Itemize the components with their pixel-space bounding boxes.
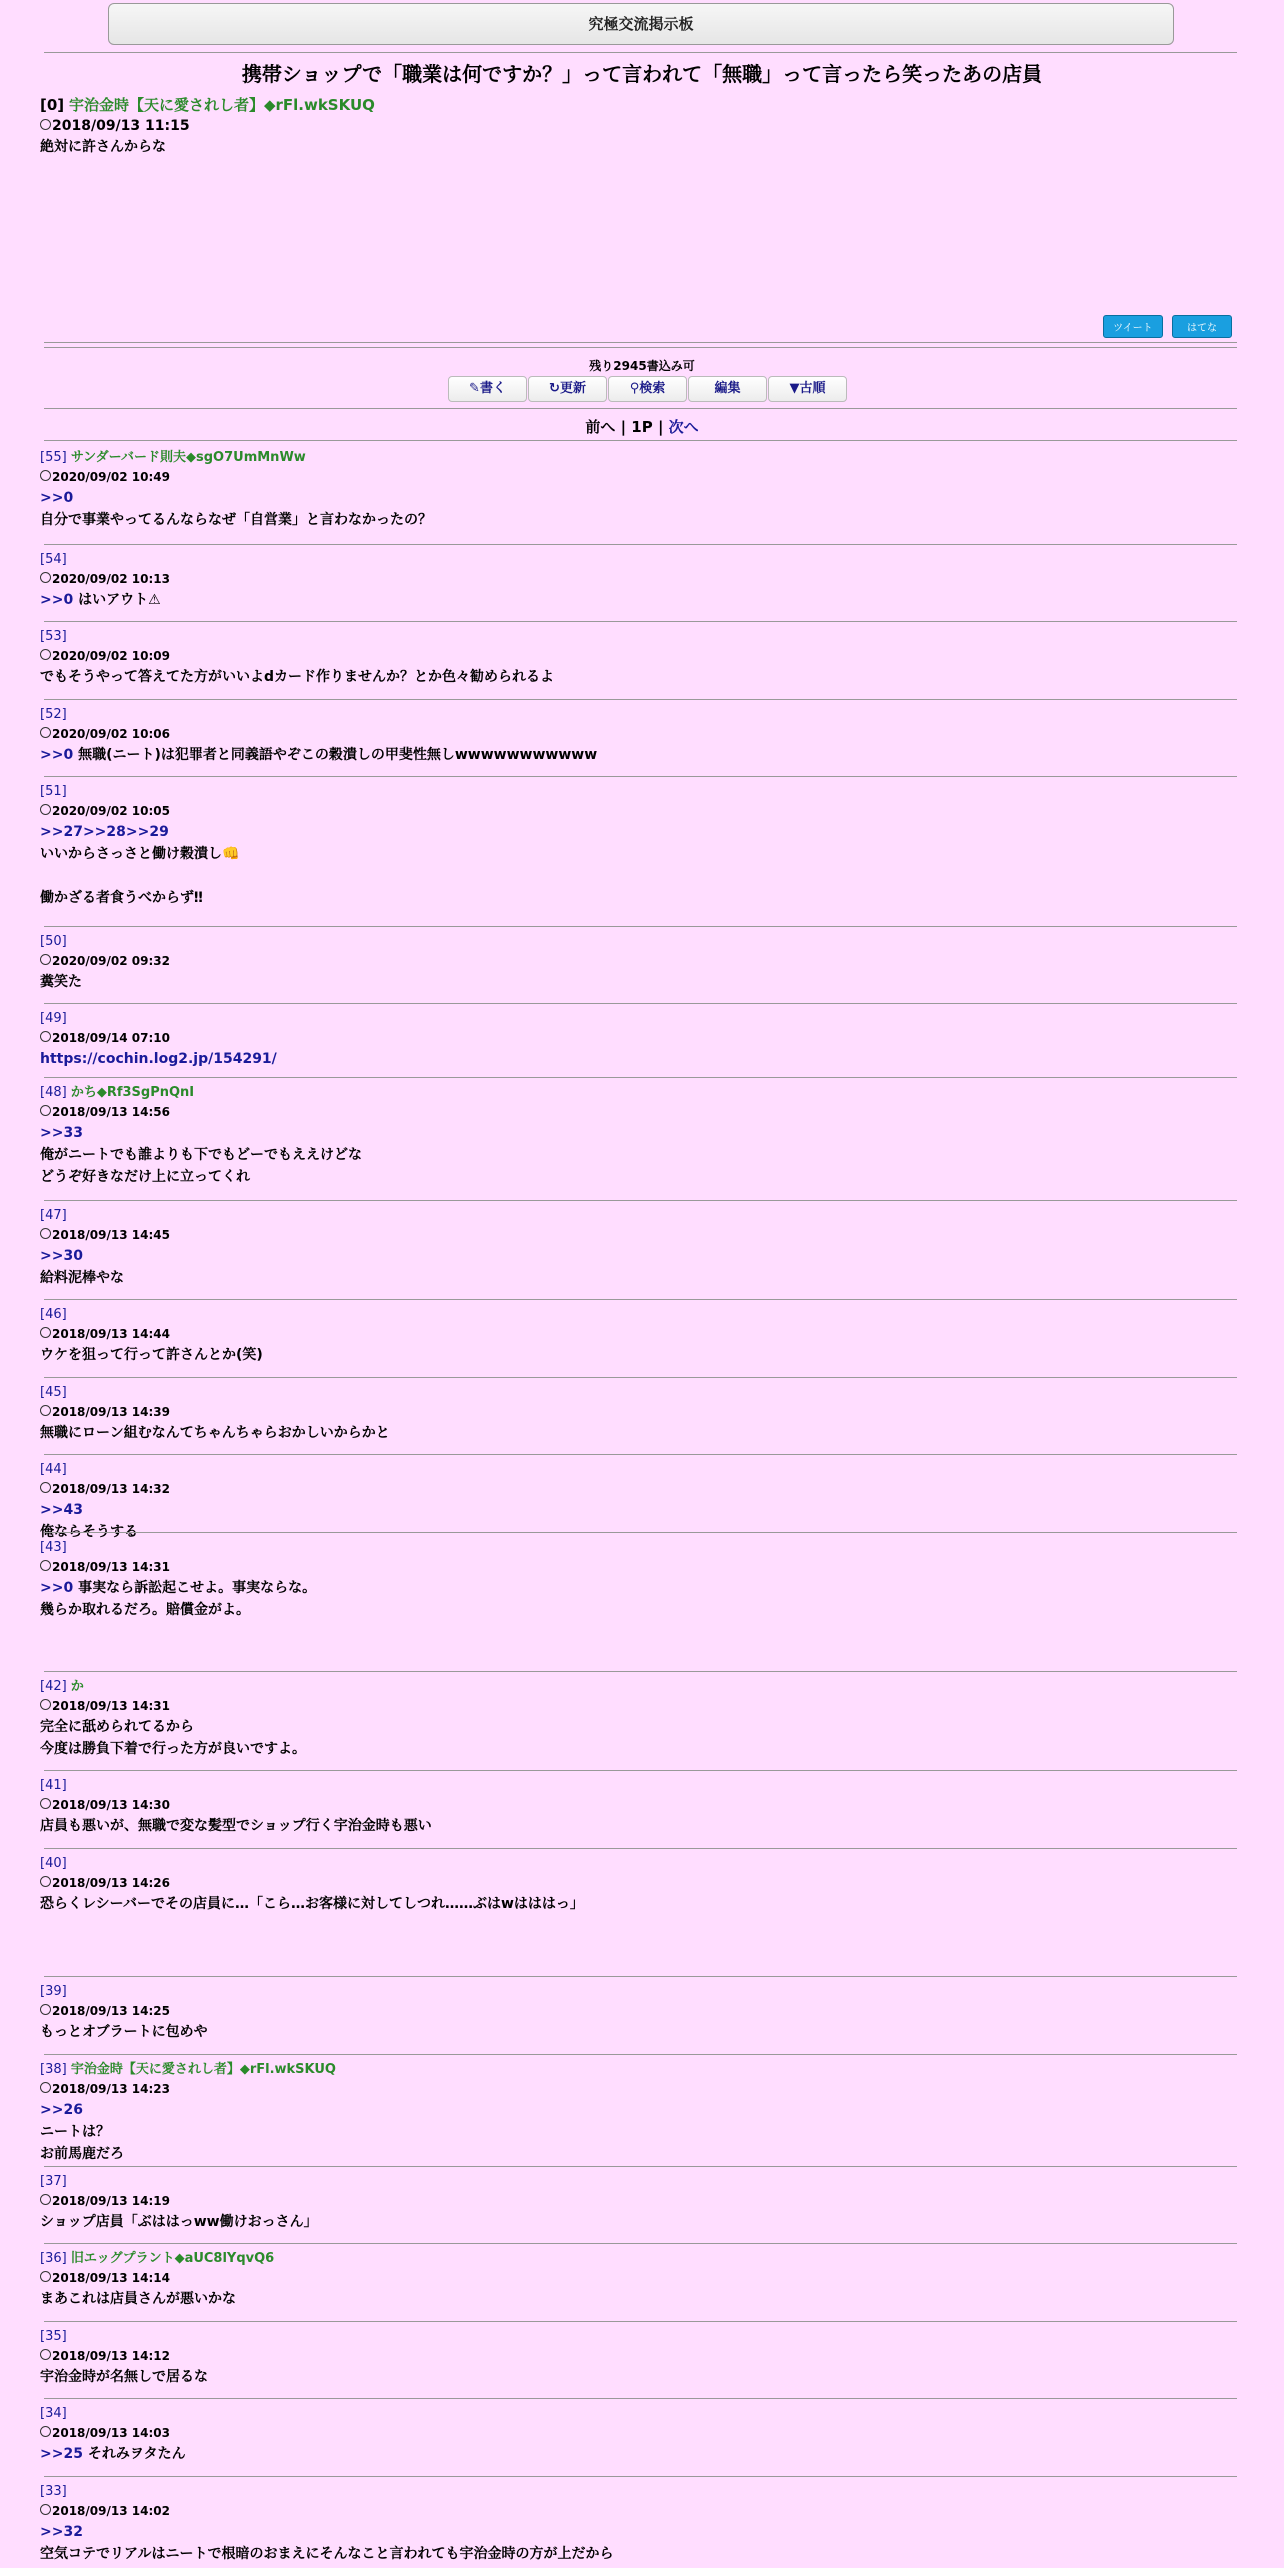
divider xyxy=(44,440,1237,441)
post-date: 2018/09/13 14:02 xyxy=(52,2504,170,2518)
post-date: 2018/09/13 14:19 xyxy=(52,2194,170,2208)
post-line xyxy=(40,1621,1240,1643)
post-header xyxy=(40,2250,1240,2268)
post-number[interactable]: [51] xyxy=(40,784,67,799)
post-date: 2018/09/13 14:12 xyxy=(52,2349,170,2363)
reply-anchor-link[interactable]: >>33 xyxy=(40,1125,83,1141)
post-body xyxy=(40,744,1240,766)
op-post-number: [0] xyxy=(40,96,65,114)
post-text: はいアウト⚠ xyxy=(73,592,161,608)
post-meta xyxy=(40,1225,1240,1245)
divider xyxy=(44,1200,1237,1201)
post-number[interactable]: [42] xyxy=(40,1679,67,1694)
clock-icon xyxy=(40,1699,51,1710)
post-date: 2018/09/13 14:56 xyxy=(52,1105,170,1119)
post xyxy=(40,2250,1240,2310)
post-line xyxy=(40,2443,1240,2465)
post xyxy=(40,1678,1240,1760)
post-meta xyxy=(40,2268,1240,2288)
post-number[interactable]: [39] xyxy=(40,1984,67,1999)
post-line xyxy=(40,1893,1240,1915)
prev-page-link[interactable]: 前へ xyxy=(585,418,616,436)
post-line xyxy=(40,2543,1240,2565)
op-post-body: 絶対に許さんからな xyxy=(40,139,166,155)
post-body xyxy=(40,2443,1240,2465)
divider xyxy=(44,621,1237,622)
sort-oldest-button[interactable]: ▼古順 xyxy=(768,376,847,402)
post-line xyxy=(40,1499,1240,1521)
post-text: でもそうやって答えてた方がいいよdカード作りませんか？とか色々勧められるよ xyxy=(40,669,555,685)
thread-toolbar xyxy=(448,376,848,402)
post-header xyxy=(40,1539,1240,1557)
post-header xyxy=(40,783,1240,801)
reply-anchor-link[interactable]: >>0 xyxy=(40,490,74,506)
post-meta xyxy=(40,1873,1240,1893)
post-text: 幾らか取れるだろ。賠償金がよ。 xyxy=(40,1602,250,1618)
post-header xyxy=(40,449,1240,467)
post-number[interactable]: [38] xyxy=(40,2062,67,2077)
divider xyxy=(44,544,1237,545)
clock-icon xyxy=(40,1798,51,1809)
divider xyxy=(44,408,1237,409)
post-meta xyxy=(40,1324,1240,1344)
post-body xyxy=(40,2021,1240,2043)
post-line xyxy=(40,1245,1240,1267)
divider xyxy=(44,2243,1237,2244)
write-button[interactable]: ✎書く xyxy=(448,376,527,402)
post-date: 2018/09/13 14:45 xyxy=(52,1228,170,1242)
reply-anchor-link[interactable]: >>27>>28>>29 xyxy=(40,824,169,840)
post-text: 宇治金時が名無しで居るな xyxy=(40,2369,208,2385)
post-meta xyxy=(40,1479,1240,1499)
post-body xyxy=(40,1716,1240,1760)
clock-icon xyxy=(40,2271,51,2282)
divider xyxy=(44,2166,1237,2167)
post-date: 2018/09/13 14:14 xyxy=(52,2271,170,2285)
post-number[interactable]: [43] xyxy=(40,1540,67,1555)
post-meta xyxy=(40,2423,1240,2443)
post-date: 2020/09/02 10:13 xyxy=(52,572,170,586)
post-body xyxy=(40,1344,1240,1366)
post-line xyxy=(40,1915,1240,1937)
post xyxy=(40,1207,1240,1289)
clock-icon xyxy=(40,649,51,660)
post-date: 2018/09/13 14:25 xyxy=(52,2004,170,2018)
post-date: 2018/09/13 14:03 xyxy=(52,2426,170,2440)
divider xyxy=(44,699,1237,700)
post-line xyxy=(40,1815,1240,1837)
hatena-button[interactable]: はてな xyxy=(1172,315,1232,338)
clock-icon xyxy=(40,1228,51,1239)
divider xyxy=(44,1770,1237,1771)
post-body xyxy=(40,971,1240,993)
post-number[interactable]: [52] xyxy=(40,707,67,722)
reply-anchor-link[interactable]: >>25 xyxy=(40,2446,83,2462)
post xyxy=(40,1983,1240,2043)
post-header xyxy=(40,1084,1240,1102)
post-date: 2018/09/13 14:31 xyxy=(52,1560,170,1574)
post-number[interactable]: [36] xyxy=(40,2251,67,2266)
post-meta xyxy=(40,646,1240,666)
post xyxy=(40,706,1240,766)
post-number[interactable]: [40] xyxy=(40,1856,67,1871)
post-header xyxy=(40,933,1240,951)
op-post xyxy=(40,94,1240,158)
reply-anchor-link[interactable]: >>0 xyxy=(40,592,74,608)
clock-icon xyxy=(40,727,51,738)
clock-icon xyxy=(40,1105,51,1116)
post-meta xyxy=(40,467,1240,487)
clock-icon xyxy=(40,119,51,130)
post-line xyxy=(40,1344,1240,1366)
post-text: 給料泥棒やな xyxy=(40,1270,124,1286)
post-meta xyxy=(40,1557,1240,1577)
post-meta xyxy=(40,1402,1240,1422)
post xyxy=(40,1777,1240,1837)
post-line xyxy=(40,1267,1240,1289)
clock-icon xyxy=(40,2349,51,2360)
post-text: 無職(ニート)は犯罪者と同義語やぞこの穀潰しの甲斐性無しwwwwwwwwwww xyxy=(73,747,598,763)
post-line xyxy=(40,1144,1240,1166)
post xyxy=(40,2328,1240,2388)
post xyxy=(40,1461,1240,1543)
pagination xyxy=(0,416,1284,437)
clock-icon xyxy=(40,2082,51,2093)
post-meta xyxy=(40,2079,1240,2099)
post-header xyxy=(40,2483,1240,2501)
post-date: 2018/09/13 14:31 xyxy=(52,1699,170,1713)
post xyxy=(40,2173,1240,2233)
post-header xyxy=(40,628,1240,646)
post-line xyxy=(40,2366,1240,2388)
clock-icon xyxy=(40,1327,51,1338)
post-header xyxy=(40,1306,1240,1324)
post-meta xyxy=(40,2001,1240,2021)
clock-icon xyxy=(40,804,51,815)
op-post-author: 宇治金時【天に愛されし者】◆rFl.wkSKUQ xyxy=(68,96,375,114)
divider xyxy=(44,1454,1237,1455)
post-body xyxy=(40,1577,1240,1643)
post xyxy=(40,551,1240,611)
post-number[interactable]: [33] xyxy=(40,2484,67,2499)
post-number[interactable]: [49] xyxy=(40,1011,67,1026)
post-meta xyxy=(40,724,1240,744)
post-line xyxy=(40,821,1240,843)
post-number[interactable]: [53] xyxy=(40,629,67,644)
post-line xyxy=(40,2099,1240,2121)
divider xyxy=(44,1003,1237,1004)
post xyxy=(40,1010,1240,1070)
thread-title: 携帯ショップで「職業は何ですか？」って言われて「無職」って言ったら笑ったあの店員 xyxy=(241,62,1043,86)
post-line xyxy=(40,1422,1240,1444)
post-line xyxy=(40,1599,1240,1621)
post-body xyxy=(40,1499,1240,1543)
divider xyxy=(44,342,1237,343)
post xyxy=(40,1084,1240,1188)
post-header xyxy=(40,1010,1240,1028)
clock-icon xyxy=(40,1482,51,1493)
reply-anchor-link[interactable]: >>0 xyxy=(40,1580,74,1596)
clock-icon xyxy=(40,1031,51,1042)
divider xyxy=(44,1077,1237,1078)
post-text: 空気コテでリアルはニートで根暗のおまえにそんなこと言われても宇治金時の方が上だから xyxy=(40,2546,614,2562)
post-meta xyxy=(40,569,1240,589)
post-body xyxy=(40,2521,1240,2565)
post-text: 糞笑た xyxy=(40,974,82,990)
post-author: サンダーバード則夫◆sgO7UmMnWw xyxy=(70,450,306,465)
reply-anchor-link[interactable]: >>30 xyxy=(40,1248,83,1264)
post-header xyxy=(40,1678,1240,1696)
post-header xyxy=(40,1777,1240,1795)
post-body xyxy=(40,487,1240,531)
divider xyxy=(44,2054,1237,2055)
post-author: か xyxy=(70,1679,84,1694)
post-date: 2018/09/13 14:26 xyxy=(52,1876,170,1890)
post-header xyxy=(40,1461,1240,1479)
divider xyxy=(44,926,1237,927)
divider xyxy=(44,1976,1237,1977)
post-line xyxy=(40,2121,1240,2143)
post-body xyxy=(40,2366,1240,2388)
tweet-button[interactable]: ツイート xyxy=(1103,315,1163,338)
divider xyxy=(44,1848,1237,1849)
post-date: 2020/09/02 10:06 xyxy=(52,727,170,741)
divider xyxy=(44,1299,1237,1300)
current-page: 1P xyxy=(631,418,653,436)
post-text: いいからさっさと働け穀潰し👊 xyxy=(40,846,240,862)
post-date: 2020/09/02 09:32 xyxy=(52,954,170,968)
post-text: 俺がニートでも誰よりも下でもどーでもええけどな xyxy=(40,1147,362,1163)
post-text: それみヲタたん xyxy=(82,2446,186,2462)
post-line xyxy=(40,744,1240,766)
reply-anchor-link[interactable]: >>32 xyxy=(40,2524,83,2540)
divider xyxy=(44,347,1237,348)
divider xyxy=(44,1377,1237,1378)
post-text: 俺ならそうする xyxy=(40,1524,138,1540)
post-line xyxy=(40,666,1240,688)
post-text: ショップ店員「ぶははっww働けおっさん」 xyxy=(40,2214,318,2230)
post xyxy=(40,1384,1240,1444)
post-date: 2018/09/13 14:30 xyxy=(52,1798,170,1812)
clock-icon xyxy=(40,1405,51,1416)
post-text: ニートは？ xyxy=(40,2124,110,2140)
post-line xyxy=(40,1937,1240,1959)
clock-icon xyxy=(40,2004,51,2015)
post-line xyxy=(40,887,1240,909)
clock-icon xyxy=(40,572,51,583)
post-number[interactable]: [41] xyxy=(40,1778,67,1793)
divider xyxy=(44,52,1237,53)
post-text: もっとオブラートに包めや xyxy=(40,2024,208,2040)
reply-anchor-link[interactable]: >>43 xyxy=(40,1502,83,1518)
post-header xyxy=(40,706,1240,724)
share-buttons xyxy=(1099,315,1232,338)
post-line xyxy=(40,2211,1240,2233)
post-line xyxy=(40,2521,1240,2543)
post-header xyxy=(40,1855,1240,1873)
post xyxy=(40,1306,1240,1366)
reply-anchor-link[interactable]: >>26 xyxy=(40,2102,83,2118)
post-meta xyxy=(40,2501,1240,2521)
divider xyxy=(44,2476,1237,2477)
post-body xyxy=(40,1245,1240,1289)
post-line xyxy=(40,487,1240,509)
post-line xyxy=(40,1577,1240,1599)
clock-icon xyxy=(40,2194,51,2205)
post-date: 2020/09/02 10:09 xyxy=(52,649,170,663)
post-line xyxy=(40,1166,1240,1188)
post-header xyxy=(40,551,1240,569)
post-number[interactable]: [35] xyxy=(40,2329,67,2344)
edit-button[interactable]: 編集 xyxy=(688,376,767,402)
post xyxy=(40,1539,1240,1643)
clock-icon xyxy=(40,1560,51,1571)
divider xyxy=(44,1532,1237,1533)
post-line xyxy=(40,2143,1240,2165)
post-line xyxy=(40,1738,1240,1760)
post-number[interactable]: [54] xyxy=(40,552,67,567)
post xyxy=(40,1855,1240,1959)
post-body xyxy=(40,821,1240,909)
post-body xyxy=(40,1893,1240,1959)
search-button[interactable]: ⚲検索 xyxy=(608,376,687,402)
post-date: 2018/09/13 14:39 xyxy=(52,1405,170,1419)
post-header xyxy=(40,2328,1240,2346)
refresh-button[interactable]: ↻更新 xyxy=(528,376,607,402)
post-meta xyxy=(40,1028,1240,1048)
post-date: 2018/09/13 14:23 xyxy=(52,2082,170,2096)
reply-anchor-link[interactable]: >>0 xyxy=(40,747,74,763)
pager-separator: | xyxy=(657,418,664,436)
post-body xyxy=(40,666,1240,688)
post xyxy=(40,628,1240,688)
post-meta xyxy=(40,801,1240,821)
clock-icon xyxy=(40,470,51,481)
post-number[interactable]: [44] xyxy=(40,1462,67,1477)
post-text: 店員も悪いが、無職で変な髪型でショップ行く宇治金時も悪い xyxy=(40,1818,432,1834)
post-text: お前馬鹿だろ xyxy=(40,2146,124,2162)
post-body xyxy=(40,2288,1240,2310)
post-meta xyxy=(40,2346,1240,2366)
post-number[interactable]: [45] xyxy=(40,1385,67,1400)
divider xyxy=(44,2398,1237,2399)
post-line xyxy=(40,1716,1240,1738)
post-body xyxy=(40,589,1240,611)
post-line xyxy=(40,2288,1240,2310)
post-header xyxy=(40,2061,1240,2079)
post-text: 働かざる者食うべからず‼ xyxy=(40,890,203,906)
clock-icon xyxy=(40,2504,51,2515)
post-meta xyxy=(40,1102,1240,1122)
post-number[interactable]: [37] xyxy=(40,2174,67,2189)
post-line xyxy=(40,865,1240,887)
post-body xyxy=(40,1815,1240,1837)
post xyxy=(40,2405,1240,2465)
post-meta xyxy=(40,1795,1240,1815)
post-url-link[interactable]: https://cochin.log2.jp/154291/ xyxy=(40,1051,277,1067)
post-date: 2020/09/02 10:49 xyxy=(52,470,170,484)
post-text: 完全に舐められてるから xyxy=(40,1719,194,1735)
divider xyxy=(44,776,1237,777)
post-date: 2020/09/02 10:05 xyxy=(52,804,170,818)
post-line xyxy=(40,1122,1240,1144)
post-body xyxy=(40,1122,1240,1188)
post-line xyxy=(40,971,1240,993)
clock-icon xyxy=(40,954,51,965)
post-author: かち◆Rf3SgPnQnI xyxy=(70,1085,195,1100)
post-line xyxy=(40,843,1240,865)
post-meta xyxy=(40,1696,1240,1716)
post-text: 事実なら訴訟起こせよ。事実ならな。 xyxy=(73,1580,317,1596)
divider xyxy=(44,1671,1237,1672)
post-text: 今度は勝負下着で行った方が良いですよ。 xyxy=(40,1741,306,1757)
post-meta xyxy=(40,951,1240,971)
next-page-link[interactable]: 次へ xyxy=(668,418,699,436)
post-line xyxy=(40,509,1240,531)
post-text: まあこれは店員さんが悪いかな xyxy=(40,2291,236,2307)
post-meta xyxy=(40,2191,1240,2211)
post-text: ウケを狙って行って許さんとか(笑) xyxy=(40,1347,263,1363)
clock-icon xyxy=(40,2426,51,2437)
post xyxy=(40,933,1240,993)
post xyxy=(40,783,1240,909)
divider xyxy=(44,2321,1237,2322)
post-header xyxy=(40,2173,1240,2191)
post-line xyxy=(40,2021,1240,2043)
post-author: 旧エッグプラント◆aUC8lYqvQ6 xyxy=(70,2251,275,2266)
post-header xyxy=(40,2405,1240,2423)
post-line xyxy=(40,589,1240,611)
post-number[interactable]: [55] xyxy=(40,450,67,465)
post-text: 恐らくレシーバーでその店員に…「こら…お客様に対してしつれ……ぶはwはははっ」 xyxy=(40,1896,584,1912)
post xyxy=(40,2483,1240,2565)
post-body xyxy=(40,2211,1240,2233)
board-title-bar[interactable]: 究極交流掲示板 xyxy=(108,3,1174,45)
post-line xyxy=(40,1048,1240,1070)
post-date: 2018/09/13 14:44 xyxy=(52,1327,170,1341)
op-post-date: 2018/09/13 11:15 xyxy=(52,118,190,134)
remaining-posts: 残り2945書込み可 xyxy=(589,359,695,373)
post-body xyxy=(40,1048,1240,1070)
post-text: 無職にローン組むなんてちゃんちゃらおかしいからかと xyxy=(40,1425,390,1441)
post-header xyxy=(40,1983,1240,2001)
post xyxy=(40,449,1240,531)
post-header xyxy=(40,1384,1240,1402)
post-body xyxy=(40,1422,1240,1444)
post-date: 2018/09/13 14:32 xyxy=(52,1482,170,1496)
post-body xyxy=(40,2099,1240,2165)
post-text: どうぞ好きなだけ上に立ってくれ xyxy=(40,1169,250,1185)
clock-icon xyxy=(40,1876,51,1887)
post-date: 2018/09/14 07:10 xyxy=(52,1031,170,1045)
post xyxy=(40,2061,1240,2165)
post-number[interactable]: [46] xyxy=(40,1307,67,1322)
post-number[interactable]: [50] xyxy=(40,934,67,949)
post-text: 自分で事業やってるんならなぜ「自営業」と言わなかったの？ xyxy=(40,512,432,528)
post-author: 宇治金時【天に愛されし者】◆rFl.wkSKUQ xyxy=(70,2062,336,2077)
pager-separator: | xyxy=(620,418,627,436)
post-number[interactable]: [48] xyxy=(40,1085,67,1100)
post-header xyxy=(40,1207,1240,1225)
post-number[interactable]: [34] xyxy=(40,2406,67,2421)
post-number[interactable]: [47] xyxy=(40,1208,67,1223)
